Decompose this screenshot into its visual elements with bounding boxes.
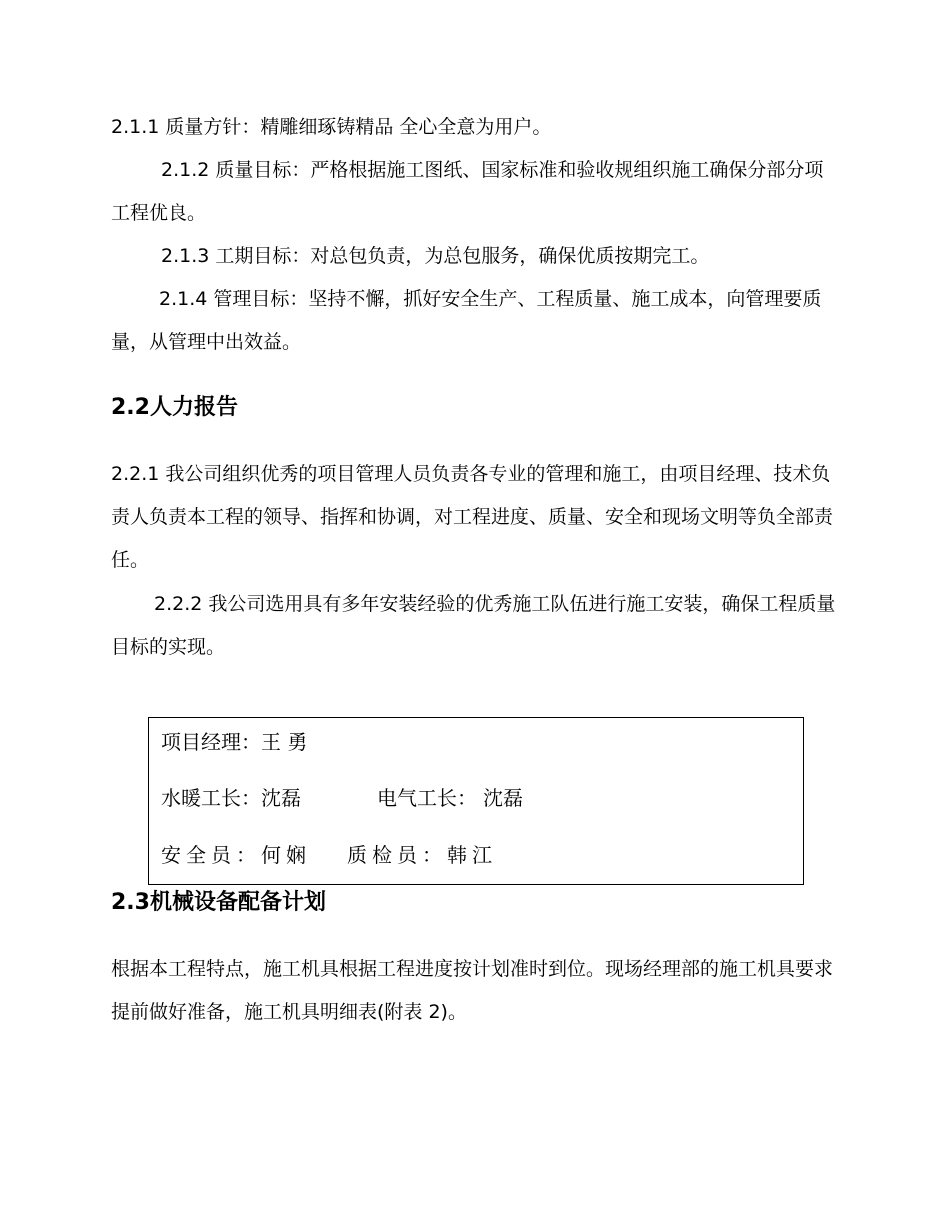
staff-row-foremen	[161, 784, 523, 812]
staff-row-safety-qc	[161, 841, 497, 869]
staff-box	[148, 717, 804, 885]
quality-inspector-name: 韩江	[447, 843, 497, 867]
electrical-foreman-label: 电气工长：	[377, 786, 477, 810]
paragraph-2-1-2: 2.1.2 质量目标：严格根据施工图纸、国家标准和验收规组织施工确保分部分项工程优良。	[111, 159, 824, 224]
pm-name: 王 勇	[261, 730, 308, 754]
paragraph-2-1-3: 2.1.3 工期目标：对总包负责，为总包服务，确保优质按期完工。	[161, 245, 710, 267]
hvac-foreman-name: 沈磊	[261, 786, 301, 810]
paragraph-2-2-2: 2.2.2 我公司选用具有多年安装经验的优秀施工队伍进行施工安装，确保工程质量目标的实现。	[111, 593, 836, 658]
safety-officer-name: 何娴	[261, 843, 311, 867]
paragraph-2-2-1: 2.2.1 我公司组织优秀的项目管理人员负责各专业的管理和施工，由项目经理、技术负责人负责本工程的领导、指挥和协调，对工程进度、质量、安全和现场文明等负全部责任。	[111, 463, 834, 571]
paragraph-2-1-4: 2.1.4 管理目标：坚持不懈，抓好安全生产、工程质量、施工成本，向管理要质量，从管理中出效益。	[111, 288, 822, 353]
paragraph-2-1-1: 2.1.1 质量方针：精雕细琢铸精品 全心全意为用户。	[111, 116, 552, 138]
electrical-foreman-name: 沈磊	[483, 786, 523, 810]
paragraph-2-3: 根据本工程特点，施工机具根据工程进度按计划准时到位。现场经理部的施工机具要求提前做好准备，施工机具明细表(附表 2)。	[111, 958, 834, 1023]
safety-officer-label: 安全员：	[161, 843, 261, 867]
section-heading-2-2: 2.2人力报告	[111, 395, 238, 420]
staff-row-pm	[161, 728, 307, 756]
pm-label: 项目经理：	[161, 730, 261, 754]
quality-inspector-label: 质检员：	[347, 843, 447, 867]
hvac-foreman-label: 水暖工长：	[161, 786, 261, 810]
section-heading-2-3: 2.3机械设备配备计划	[111, 890, 326, 915]
